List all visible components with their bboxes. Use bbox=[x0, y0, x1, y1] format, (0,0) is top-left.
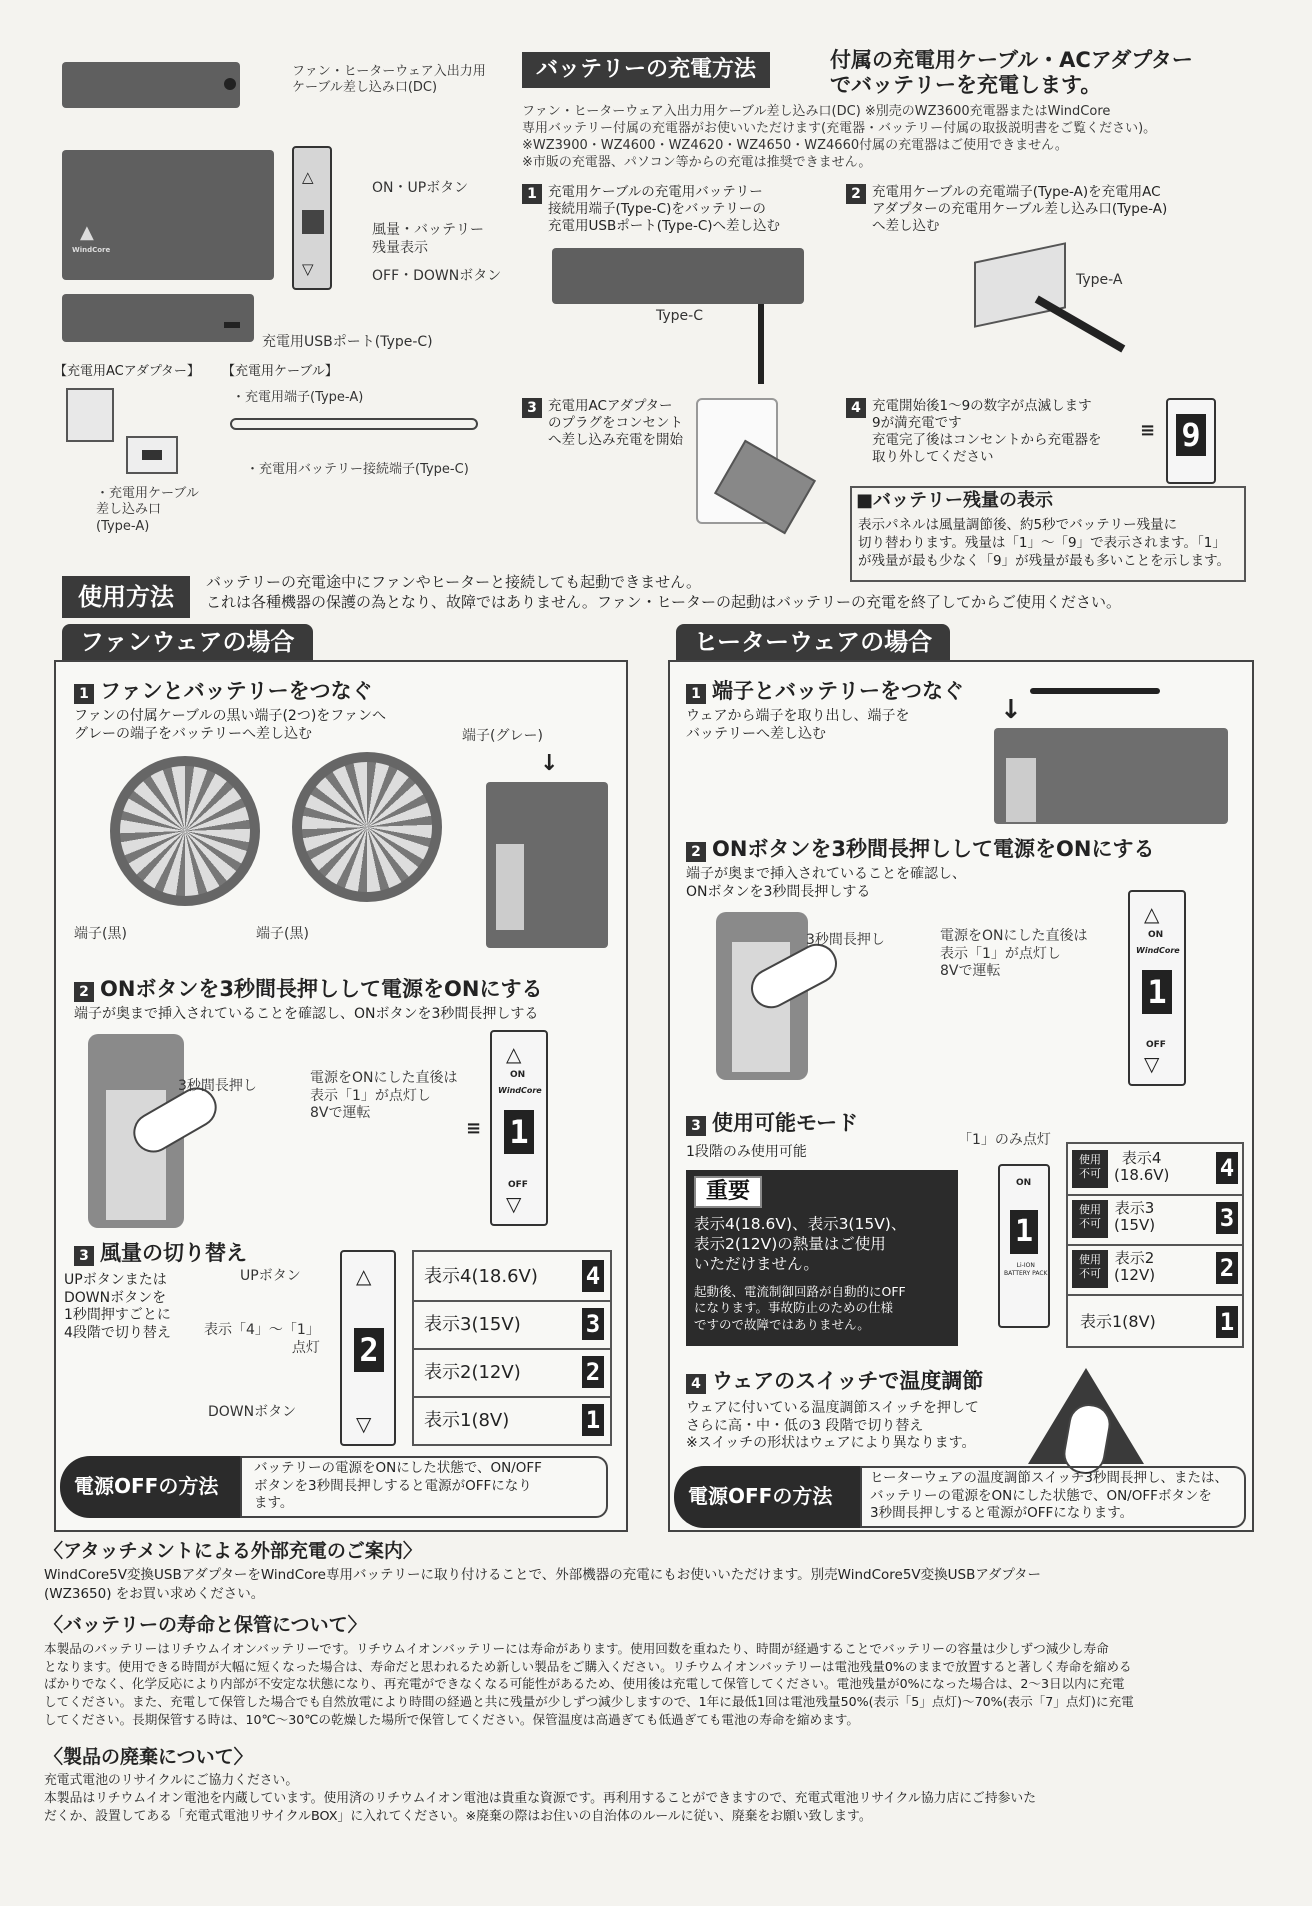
step2-text: 充電用ケーブルの充電端子(Type-A)を充電用AC アダプターの充電用ケーブル差し込み口(Type-A) へ差し込む bbox=[872, 184, 1168, 234]
off-button-icon: ▽ bbox=[506, 1192, 522, 1216]
fan-power-off-title: 電源OFFの方法 bbox=[60, 1456, 240, 1518]
level-divider bbox=[414, 1300, 610, 1302]
heater-step3-digit: 1 bbox=[1010, 1210, 1038, 1254]
mode-2-na: 使用 不可 bbox=[1072, 1250, 1108, 1288]
panel-on-label: ON bbox=[510, 1070, 526, 1080]
mode-divider bbox=[1068, 1194, 1242, 1196]
disposal-text: 充電式電池のリサイクルにご協力ください。 本製品はリチウムイオン電池を内蔵しています。使用済のリチウムイオン電池は貴重な資源です。再利用することができますので、充電式電池リサイクル協力店にご持参いた だくか、設置してある「充電式電池リサイクルBOX」に入れてください。※廃棄の際はお住いの自治体のルールに従い、廃棄をお願い致します。 bbox=[44, 1773, 1037, 1824]
fan-step3-digit: 2 bbox=[354, 1328, 384, 1372]
terminal-black2-label: 端子(黒) bbox=[256, 926, 309, 942]
fan-step2-panel bbox=[490, 1030, 548, 1226]
fan-left-icon bbox=[110, 756, 260, 906]
on-button-icon: △ bbox=[506, 1042, 522, 1066]
battery-top-view bbox=[62, 62, 240, 108]
dc-port-icon bbox=[224, 78, 236, 90]
down-arrow-icon: ▽ bbox=[302, 260, 314, 278]
step3-text: 充電用ACアダプター のプラグをコンセント へ差し込み充電を開始 bbox=[548, 398, 683, 448]
terminal-gray-label: 端子(グレー) bbox=[462, 728, 543, 744]
mode-3-label: 表示3 (15V) bbox=[1114, 1199, 1156, 1235]
battery-remaining-heading: ■バッテリー残量の表示 bbox=[856, 490, 1054, 511]
mode-4-na: 使用 不可 bbox=[1072, 1150, 1108, 1188]
typea-cable bbox=[1035, 296, 1126, 353]
level-3-digit: 3 bbox=[582, 1308, 604, 1340]
level-4-digit: 4 bbox=[582, 1260, 604, 1292]
attachment-title: 〈アタッチメントによる外部充電のご案内〉 bbox=[44, 1540, 422, 1562]
usage-note: バッテリーの充電途中にファンやヒーターと接続しても起動できません。 これは各種機器の保護の為となり、故障ではありません。ファン・ヒーターの起動はバッテリーの充電を終了してからご使用ください。 bbox=[206, 573, 1122, 612]
fan-step2-text: 端子が奥まで挿入されていることを確認し、ONボタンを3秒間長押しする bbox=[74, 1006, 539, 1022]
typec-cable bbox=[758, 304, 764, 384]
heater-panel-on: ON bbox=[1148, 930, 1164, 940]
charge-step2 bbox=[846, 184, 1167, 235]
heater-s2-num: 2 bbox=[686, 842, 706, 862]
heater-step2-digit: 1 bbox=[1142, 970, 1172, 1014]
fan-battery-panel bbox=[496, 844, 524, 930]
fan-hold3-label: 3秒間長押し bbox=[178, 1078, 257, 1094]
mode-1-digit: 1 bbox=[1216, 1306, 1238, 1338]
usb-port-label: 充電用USBポート(Type-C) bbox=[262, 334, 433, 350]
heater-s3-title-text: 使用可能モード bbox=[712, 1111, 859, 1135]
adapter-icon bbox=[974, 242, 1066, 328]
step1-num: 1 bbox=[522, 184, 542, 204]
usage-title: 使用方法 bbox=[62, 576, 190, 618]
heater-on-button-icon: △ bbox=[1144, 902, 1160, 926]
fan-step1-title bbox=[74, 678, 373, 704]
important-heading: 重要 bbox=[694, 1176, 762, 1208]
blink-icon: ≡ bbox=[466, 1118, 482, 1139]
mode-3-digit: 3 bbox=[1216, 1202, 1238, 1234]
panel-up-icon: △ bbox=[356, 1264, 372, 1288]
fan-step3-title bbox=[74, 1240, 247, 1266]
down-arrow-insert-icon: ↓ bbox=[540, 751, 559, 776]
fan-step2-title bbox=[74, 976, 542, 1002]
display-window bbox=[302, 210, 324, 234]
display-range-label: 表示「4」〜「1」 点灯 bbox=[204, 1322, 320, 1356]
airflow-display-label: 風量・バッテリー 残量表示 bbox=[372, 222, 484, 256]
heater-power-off-text: ヒーターウェアの温度調節スイッチ3秒間長押し、または、 バッテリーの電源をONにした状態で、ON/OFFボタンを 3秒間長押しすると電源がOFFになります。 bbox=[870, 1470, 1228, 1522]
mode-2-label: 表示2 (12V) bbox=[1114, 1249, 1156, 1285]
level-3-label: 表示3(15V) bbox=[424, 1314, 521, 1335]
mode-divider bbox=[1068, 1294, 1242, 1296]
off-down-label: OFF・DOWNボタン bbox=[372, 268, 502, 284]
fan-s3-title-text: 風量の切り替え bbox=[100, 1241, 247, 1265]
fan-s1-num: 1 bbox=[74, 684, 94, 704]
ac-adapter-port-icon bbox=[126, 436, 178, 474]
heater-s3-li: Li-ION BATTERY PACK bbox=[1004, 1262, 1048, 1277]
up-button-label: UPボタン bbox=[240, 1268, 301, 1284]
charge-digit: 9 bbox=[1176, 414, 1206, 456]
heater-insert-arrow-icon: ↓ bbox=[1000, 695, 1022, 725]
charge-blink-icon: ≡ bbox=[1140, 420, 1156, 441]
heater-s3-on: ON bbox=[1016, 1178, 1032, 1188]
step1-text: 充電用ケーブルの充電用バッテリー 接続用端子(Type-C)をバッテリーの 充電用USBポート(Type-C)へ差し込む bbox=[548, 184, 781, 234]
dc-port-label: ファン・ヒーターウェア入出力用 ケーブル差し込み口(DC) bbox=[292, 64, 486, 96]
heater-s4-title-text: ウェアのスイッチで温度調節 bbox=[712, 1369, 984, 1393]
heater-s1-num: 1 bbox=[686, 684, 706, 704]
level-2-digit: 2 bbox=[582, 1356, 604, 1388]
terminal-black1-label: 端子(黒) bbox=[74, 926, 127, 942]
heater-battery bbox=[994, 728, 1228, 824]
heater-off-button-icon: ▽ bbox=[1144, 1052, 1160, 1076]
heater-step1-text: ウェアから端子を取り出し、端子を バッテリーへ差し込む bbox=[686, 708, 910, 742]
mode-1-label: 表示1(8V) bbox=[1080, 1312, 1156, 1331]
fan-s3-num: 3 bbox=[74, 1246, 94, 1266]
windcore-logo-icon: ▲ bbox=[80, 222, 94, 243]
typea-label: Type-A bbox=[1076, 272, 1123, 288]
step3-num: 3 bbox=[522, 398, 542, 418]
charge-battery bbox=[552, 248, 804, 304]
battery-side-panel bbox=[292, 146, 332, 290]
charging-title: バッテリーの充電方法 bbox=[522, 52, 770, 88]
important-small: 起動後、電流制御回路が自動的にOFF になります。事故防止のための仕様 ですので故障ではありません。 bbox=[694, 1284, 906, 1332]
heater-step3-panel bbox=[998, 1164, 1050, 1328]
heater-tab: ヒーターウェアの場合 bbox=[676, 624, 950, 660]
life-title: 〈バッテリーの寿命と保管について〉 bbox=[44, 1614, 367, 1636]
level-4-label: 表示4(18.6V) bbox=[424, 1266, 538, 1287]
up-arrow-icon: △ bbox=[302, 168, 314, 186]
ac-adapter-heading: 【充電用ACアダプター】 bbox=[54, 364, 200, 379]
charge-display-panel bbox=[1166, 398, 1216, 484]
mode-4-digit: 4 bbox=[1216, 1152, 1238, 1184]
charging-subtitle: 付属の充電用ケーブル・ACアダプター でバッテリーを充電します。 bbox=[830, 48, 1193, 98]
heater-s2-title-text: ONボタンを3秒間長押しして電源をONにする bbox=[712, 837, 1155, 861]
important-text: 表示4(18.6V)、表示3(15V)、 表示2(12V)の熱量はご使用 いただけません。 bbox=[694, 1215, 907, 1274]
fan-step2-digit: 1 bbox=[504, 1110, 534, 1154]
only1-label: 「1」のみ点灯 bbox=[958, 1132, 1051, 1148]
life-text: 本製品のバッテリーはリチウムイオンバッテリーです。リチウムイオンバッテリーには寿命があります。使用回数を重ねたり、時間が経過することでバッテリーの容量は少しずつ減少し寿命 となります。使用できる時間が大幅に短くなった場合は、寿命だと思われるため新しい製品をご購入ください。リチウムイオンバッテリーは電池残量0%のままで放置すると著しく寿命を縮める ばかりでなく、化学反応により内部が不安定な状態になり、再充電ができなくなる可能性があるため、使用後は充電して保管してください。電池残量が0%になった場合は、2〜3日以内に充電 してください。また、充電して保管した場合でも自然放電により時間の経過と共に残量が少しずつ減少しますので、1年に最低1回は電池残量50%(表示「5」点灯)〜70%(表示「7」点灯)に充電 してください。長期保管する時は、10℃〜30℃の乾燥した場所で保管してください。保管温度は高過ぎても低過ぎても電池の寿命を縮めます。 bbox=[44, 1641, 1134, 1727]
panel-brand: WindCore bbox=[498, 1086, 542, 1095]
heater-s4-num: 4 bbox=[686, 1374, 706, 1394]
heater-step2-panel bbox=[1128, 890, 1186, 1086]
fan-on-note: 電源をONにした直後は 表示「1」が点灯し 8Vで運転 bbox=[310, 1070, 458, 1121]
step4-text: 充電開始後1〜9の数字が点滅します 9が満充電です 充電完了後はコンセントから充電器を 取り外してください bbox=[872, 398, 1102, 465]
panel-down-icon: ▽ bbox=[356, 1412, 372, 1436]
mode-divider bbox=[1068, 1244, 1242, 1246]
cable-heading: 【充電用ケーブル】 bbox=[222, 364, 338, 379]
level-1-digit: 1 bbox=[582, 1404, 604, 1436]
fan-s1-title-text: ファンとバッテリーをつなぐ bbox=[100, 679, 373, 703]
charge-step1 bbox=[522, 184, 780, 235]
fan-s2-num: 2 bbox=[74, 982, 94, 1002]
fan-power-off-text: バッテリーの電源をONにした状態で、ON/OFF ボタンを3秒間長押しすると電源がOFFになり ます。 bbox=[254, 1460, 542, 1512]
level-2-label: 表示2(12V) bbox=[424, 1362, 521, 1383]
mode-4-label: 表示4 (18.6V) bbox=[1114, 1149, 1170, 1185]
heater-panel-off: OFF bbox=[1146, 1040, 1166, 1050]
down-button-label: DOWNボタン bbox=[208, 1404, 297, 1420]
fan-tab: ファンウェアの場合 bbox=[62, 624, 313, 660]
heater-step3-text: 1段階のみ使用可能 bbox=[686, 1144, 807, 1160]
fan-step1-text: ファンの付属ケーブルの黒い端子(2つ)をファンへ グレーの端子をバッテリーへ差し込む bbox=[74, 708, 387, 742]
heater-on-note: 電源をONにした直後は 表示「1」が点灯し 8Vで運転 bbox=[940, 928, 1088, 979]
fan-battery bbox=[486, 782, 608, 948]
charging-intro: ファン・ヒーターウェア入出力用ケーブル差し込み口(DC) ※別売のWZ3600充電器またはWindCore 専用バッテリー付属の充電器がお使いいただけます(充電器・バッテリー付属の取扱説明書をご覧ください)。 ※WZ3900・WZ4600・WZ4620・WZ4650・WZ4660付属の充電器はご使用できません。 ※市販の充電器、パソコン等からの充電は推奨できません。 bbox=[522, 104, 1157, 170]
heater-step4-title bbox=[686, 1368, 983, 1394]
battery-front-view bbox=[62, 150, 274, 280]
disposal-title: 〈製品の廃棄について〉 bbox=[44, 1746, 253, 1768]
level-divider bbox=[414, 1348, 610, 1350]
fan-step3-panel bbox=[340, 1250, 396, 1446]
mode-2-digit: 2 bbox=[1216, 1252, 1238, 1284]
level-1-label: 表示1(8V) bbox=[424, 1410, 510, 1431]
heater-step2-text: 端子が奥まで挿入されていることを確認し、 ONボタンを3秒間長押しする bbox=[686, 866, 966, 900]
attachment-text: WindCore5V変換USBアダプターをWindCore専用バッテリーに取り付けることで、外部機器の充電にもお使いいただけます。別売WindCore5V変換USBアダプター (WZ3650) をお買い求めください。 bbox=[44, 1567, 1041, 1602]
fan-levels-table bbox=[412, 1250, 612, 1446]
mode-3-na: 使用 不可 bbox=[1072, 1200, 1108, 1238]
heater-modes-table bbox=[1066, 1142, 1244, 1348]
heater-step1-title bbox=[686, 678, 964, 704]
heater-battery-panel bbox=[1006, 758, 1036, 822]
fan-step3-text: UPボタンまたは DOWNボタンを 1秒間押すごとに 4段階で切り替え bbox=[64, 1272, 171, 1341]
heater-s3-num: 3 bbox=[686, 1116, 706, 1136]
battery-remaining-text: 表示パネルは風量調節後、約5秒でバッテリー残量に 切り替わります。残量は「1」〜「9」で表示されます。「1」 が残量が最も少なく「9」が残量が最も多いことを示します。 bbox=[858, 517, 1231, 570]
typec-label: Type-C bbox=[656, 308, 703, 324]
ac-adapter-port-label: ・充電用ケーブル 差し込み口 (Type-A) bbox=[96, 486, 199, 534]
charge-step4 bbox=[846, 398, 1102, 466]
on-up-label: ON・UPボタン bbox=[372, 180, 469, 196]
usb-port-icon bbox=[224, 322, 240, 328]
heater-cable bbox=[1030, 688, 1160, 694]
heater-s1-title-text: 端子とバッテリーをつなぐ bbox=[712, 679, 964, 703]
cable-typea-label: ・充電用端子(Type-A) bbox=[232, 390, 364, 405]
ac-adapter-plug-icon bbox=[66, 388, 114, 442]
heater-step2-title bbox=[686, 836, 1154, 862]
cable-icon bbox=[230, 418, 478, 430]
heater-panel-brand: WindCore bbox=[1136, 946, 1180, 955]
heater-power-off-title: 電源OFFの方法 bbox=[674, 1466, 860, 1528]
important-box bbox=[686, 1170, 958, 1346]
panel-off-label: OFF bbox=[508, 1180, 528, 1190]
cable-typec-label: ・充電用バッテリー接続端子(Type-C) bbox=[246, 462, 469, 477]
heater-step4-text: ウェアに付いている温度調節スイッチを押して さらに高・中・低の3 段階で切り替え ※スイッチの形状はウェアにより異なります。 bbox=[686, 1400, 979, 1451]
step4-num: 4 bbox=[846, 398, 866, 418]
level-divider bbox=[414, 1396, 610, 1398]
fan-s2-title-text: ONボタンを3秒間長押しして電源をONにする bbox=[100, 977, 543, 1001]
fan-right-icon bbox=[292, 752, 442, 902]
heater-hold3-label: 3秒間長押し bbox=[806, 932, 885, 948]
step2-num: 2 bbox=[846, 184, 866, 204]
heater-step3-title bbox=[686, 1110, 858, 1136]
charge-step3 bbox=[522, 398, 683, 449]
brand-label: WindCore bbox=[72, 246, 111, 254]
battery-bottom-view bbox=[62, 294, 254, 342]
